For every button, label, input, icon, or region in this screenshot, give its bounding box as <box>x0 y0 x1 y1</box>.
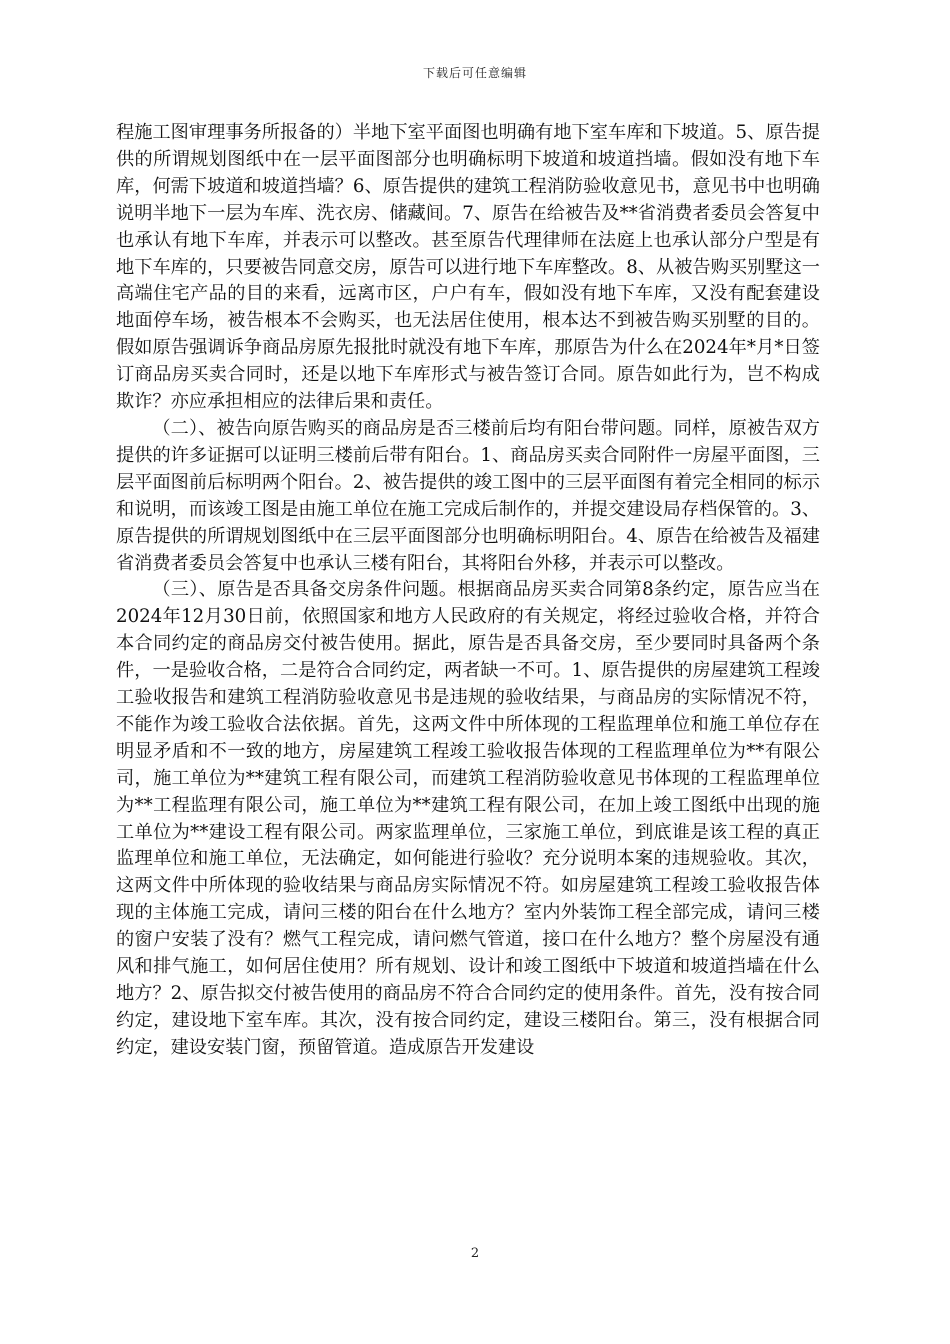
document-body <box>116 120 820 1062</box>
paragraph-3: （三）、原告是否具备交房条件问题。根据商品房买卖合同第8条约定，原告应当在2024年12月30日前，依照国家和地方人民政府的有关规定，将经过验收合格，并符合本合同约定的商品房交付被告使用。据此，原告是否具备交房，至少要同时具备两个条件，一是验收合格，二是符合合同约定，两者缺一不可。1、原告提供的房屋建筑工程竣工验收报告和建筑工程消防验收意见书是违规的验收结果，与商品房的实际情况不符，不能作为竣工验收合法依据。首先，这两文件中所体现的工程监理单位和施工单位存在明显矛盾和不一致的地方，房屋建筑工程竣工验收报告体现的工程监理单位为**有限公司，施工单位为**建筑工程有限公司，而建筑工程消防验收意见书体现的工程监理单位为**工程监理有限公司，施工单位为**建筑工程有限公司，在加上竣工图纸中出现的施工单位为**建设工程有限公司。两家监理单位，三家施工单位，到底谁是该工程的真正监理单位和施工单位，无法确定，如何能进行验收？充分说明本案的违规验收。其次，这两文件中所体现的验收结果与商品房实际情况不符。如房屋建筑工程竣工验收报告体现的主体施工完成，请问三楼的阳台在什么地方？室内外装饰工程全部完成，请问三楼的窗户安装了没有？燃气工程完成，请问燃气管道，接口在什么地方？整个房屋没有通风和排气施工，如何居住使用？所有规划、设计和竣工图纸中下坡道和坡道挡墙在什么地方？2、原告拟交付被告使用的商品房不符合合同约定的使用条件。首先，没有按合同约定，建设地下室车库。其次，没有按合同约定，建设三楼阳台。第三，没有根据合同约定，建设安装门窗，预留管道。造成原告开发建设 <box>116 579 820 1058</box>
page-header: 下载后可任意编辑 <box>422 66 527 80</box>
paragraph-1: 程施工图审理事务所报备的）半地下室平面图也明确有地下室车库和下坡道。5、原告提供的所谓规划图纸中在一层平面图部分也明确标明下坡道和坡道挡墙。假如没有地下车库，何需下坡道和坡道挡墙？6、原告提供的建筑工程消防验收意见书，意见书中也明确说明半地下一层为车库、洗衣房、储藏间。7、原告在给被告及**省消费者委员会答复中也承认有地下车库，并表示可以整改。甚至原告代理律师在法庭上也承认部分户型是有地下车库的，只要被告同意交房，原告可以进行地下车库整改。8、从被告购买别墅这一高端住宅产品的目的来看，远离市区，户户有车，假如没有地下车库，又没有配套建设地面停车场，被告根本不会购买，也无法居住使用，根本达不到被告购买别墅的目的。假如原告强调诉争商品房原先报批时就没有地下车库，那原告为什么在2024年*月*日签订商品房买卖合同时，还是以地下车库形式与被告签订合同。原告如此行为，岂不构成欺诈？亦应承担相应的法律后果和责任。 <box>116 122 820 413</box>
paragraph-2: （二）、被告向原告购买的商品房是否三楼前后均有阳台带问题。同样，原被告双方提供的许多证据可以证明三楼前后带有阳台。1、商品房买卖合同附件一房屋平面图，三层平面图前后标明两个阳台。2、被告提供的竣工图中的三层平面图有着完全相同的标示和说明，而该竣工图是由施工单位在施工完成后制作的，并提交建设局存档保管的。3、原告提供的所谓规划图纸中在三层平面图部分也明确标明阳台。4、原告在给被告及福建省消费者委员会答复中也承认三楼有阳台，其将阳台外移，并表示可以整改。 <box>116 417 820 574</box>
page-number: 2 <box>470 1246 480 1261</box>
